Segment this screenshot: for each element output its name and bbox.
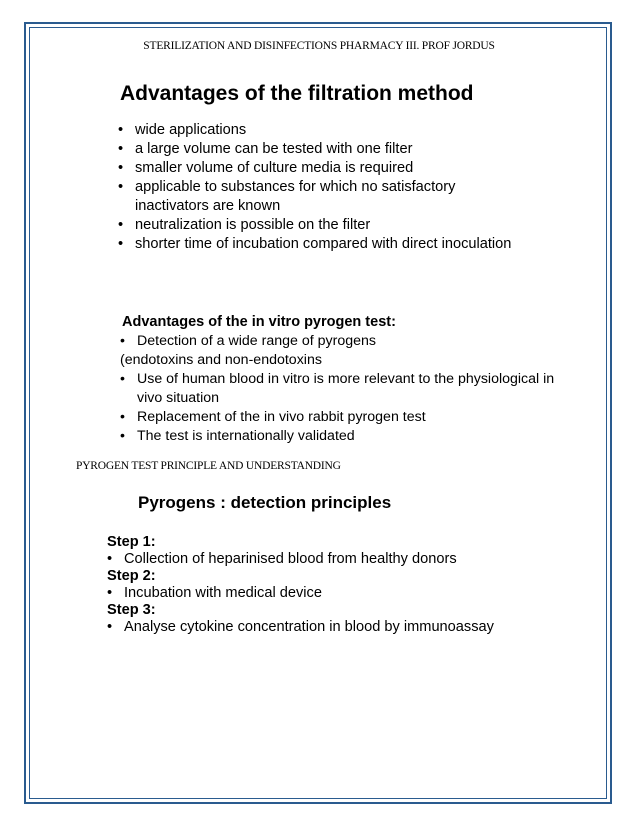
filtration-advantages-title: Advantages of the filtration method [120,82,474,105]
list-item: • a large volume can be tested with one filter [118,141,413,157]
bullet-icon: • [118,217,124,233]
list-item: • smaller volume of culture media is required [118,160,414,176]
list-item: • neutralization is possible on the filter [118,217,371,233]
list-item: • applicable to substances for which no satisfactory inactivators are known [118,179,456,214]
bullet-icon: • [120,333,125,349]
bullet-icon: • [107,619,113,635]
step-label: Step 2: [107,568,156,584]
list-item: • The test is internationally validated [120,428,355,444]
step-item: • Collection of heparinised blood from healthy donors [107,551,457,567]
list-item: • Detection of a wide range of pyrogens [120,333,376,349]
list-item-continuation: (endotoxins and non-endotoxins [120,352,322,368]
detection-principles-title: Pyrogens : detection principles [138,493,392,512]
bullet-icon: • [120,409,125,425]
bullet-icon: • [118,160,124,176]
list-item: • wide applications [118,122,247,138]
pyrogen-test-advantages-list [120,332,590,446]
section-heading: PYROGEN TEST PRINCIPLE AND UNDERSTANDING [76,460,341,472]
bullet-icon: • [118,141,124,157]
step-list [107,585,587,602]
filtration-advantages-list [118,121,588,254]
list-item: • Use of human blood in vitro is more relevant to the physiological in vivo situation [120,371,555,406]
bullet-icon: • [120,371,125,387]
step-item: • Analyse cytokine concentration in blood by immunoassay [107,619,494,635]
detection-steps [107,534,587,636]
bullet-icon: • [118,236,124,252]
bullet-icon: • [120,428,125,444]
page-header: STERILIZATION AND DISINFECTIONS PHARMACY III. PROF JORDUS [143,40,495,52]
list-item: • Replacement of the in vivo rabbit pyrogen test [120,409,426,425]
pyrogen-test-advantages-title: Advantages of the in vitro pyrogen test: [122,314,396,330]
step-label: Step 1: [107,534,156,550]
bullet-icon: • [107,585,113,601]
step-list [107,619,587,636]
step-item: • Incubation with medical device [107,585,322,601]
step-label: Step 3: [107,602,156,618]
bullet-icon: • [118,122,124,138]
step-list [107,551,587,568]
list-item: • shorter time of incubation compared with direct inoculation [118,236,512,252]
bullet-icon: • [118,179,124,195]
bullet-icon: • [107,551,113,567]
